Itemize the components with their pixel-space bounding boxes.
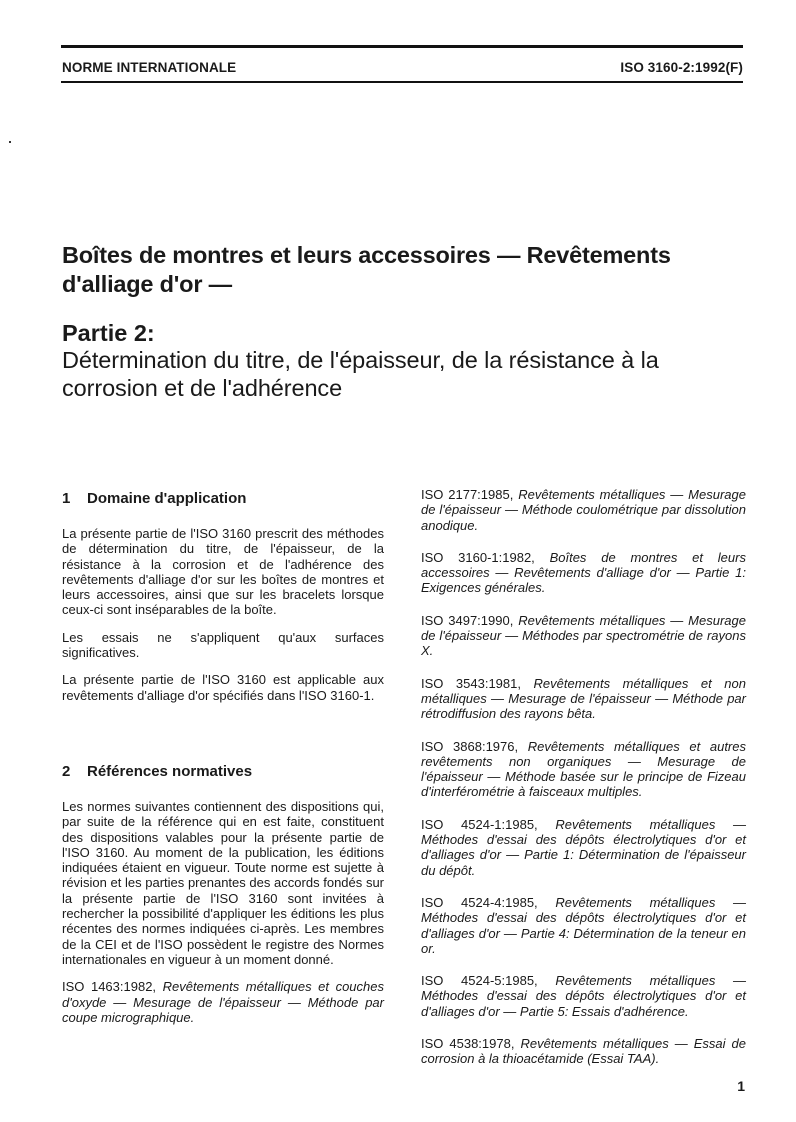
paragraph: La présente partie de l'ISO 3160 est applicable aux revêtements d'alliage d'or spécifiés dans l'ISO 3160-1. [62, 672, 384, 703]
paragraph: Les normes suivantes contiennent des dispositions qui, par suite de la référence qui en est faite, constituent des dispositions valables pour la présente partie de l'ISO 3160. Au moment de la publication, les éditions indiquées étaient en vigueur. Toute norme est sujette à révision et les parties prenantes des accords fondés sur la présente partie de l'ISO 3160 sont invitées à rechercher la possibilité d'appliquer les éditions les plus récentes des normes indiquées ci-après. Les membres de la CEI et de l'ISO possèdent le registre des Normes internationales en vigueur à un moment donné. [62, 798, 384, 967]
reference-title: Boîtes de montres et leurs accessoires — Revêtements d'alliage d'or — Partie 1: Exigences générales. [421, 549, 746, 596]
reference-code: ISO 3497:1990, [421, 612, 514, 628]
reference-title: Revêtements métalliques — Méthodes d'essai des dépôts électrolytiques d'or et d'alliages d'or — Partie 5: Essais d'adhérence. [421, 973, 746, 1019]
reference-entry [421, 1036, 746, 1067]
reference-entry [421, 973, 746, 1019]
reference-title: Revêtements métalliques — Mesurage de l'épaisseur — Méthode coulométrique par dissolution anodique. [421, 487, 746, 533]
paragraph: La présente partie de l'ISO 3160 prescrit des méthodes de détermination du titre, de l'épaisseur, de la résistance à la corrosion et de l'adhérence des revêtements d'alliage d'or sur les boîtes de montres et leurs accessoires, ainsi que sur les bracelets lorsque ceux-ci sont inséparables de la boîte. [62, 526, 384, 618]
reference-entry [62, 979, 384, 1025]
section-number: 1 [62, 490, 71, 507]
reference-code: ISO 4524-5:1985, [421, 973, 538, 989]
paragraph: Les essais ne s'appliquent qu'aux surfaces significatives. [62, 629, 384, 661]
left-column [62, 489, 384, 1037]
reference-title: Revêtements métalliques — Essai de corrosion à la thioacétamide (Essai TAA). [421, 1036, 746, 1067]
reference-code: ISO 3868:1976, [421, 738, 519, 754]
right-column [421, 487, 746, 1084]
reference-title: Revêtements métalliques — Mesurage de l'épaisseur — Méthodes par spectrométrie de rayons X. [421, 612, 746, 659]
reference-code: ISO 4524-4:1985, [421, 894, 538, 910]
reference-entry [421, 676, 746, 722]
reference-entry [421, 739, 746, 800]
reference-code: ISO 3160-1:1982, [421, 549, 535, 565]
reference-code: ISO 4524-1:1985, [421, 816, 538, 832]
margin-mark [9, 141, 11, 143]
part-label: Partie 2: [62, 320, 155, 346]
header-rule [61, 81, 743, 83]
header-standard-number: ISO 3160-2:1992(F) [620, 60, 743, 75]
reference-entry [421, 487, 746, 533]
section-title: Références normatives [87, 762, 253, 780]
reference-title: Revêtements métalliques — Méthodes d'essai des dépôts électrolytiques d'or et d'alliages d'or — Partie 1: Détermination de l'épaisseur du dépôt. [421, 816, 746, 878]
page-number: 1 [737, 1078, 745, 1094]
reference-entry [421, 550, 746, 596]
top-rule [61, 45, 743, 48]
section-title: Domaine d'application [87, 490, 247, 507]
reference-code: ISO 3543:1981, [421, 675, 521, 691]
reference-code: ISO 2177:1985, [421, 487, 514, 502]
reference-title: Revêtements métalliques — Méthodes d'essai des dépôts électrolytiques d'or et d'alliages d'or — Partie 4: Détermination de la teneur en or. [421, 894, 746, 956]
header-standard-type: NORME INTERNATIONALE [62, 60, 237, 75]
reference-title: Revêtements métalliques et non métalliques — Mesurage de l'épaisseur — Méthode par rétrodiffusion des rayons bêta. [421, 675, 746, 722]
part-subtitle: Détermination du titre, de l'épaisseur, de la résistance à la corrosion et de l'adhérence [62, 347, 659, 401]
section-number: 2 [62, 762, 71, 780]
section-heading-scope [62, 489, 384, 509]
reference-code: ISO 1463:1982, [62, 979, 157, 995]
reference-title: Revêtements métalliques et autres revêtements non organiques — Mesurage de l'épaisseur — Méthode basée sur le principe de Fizeau d'interférométrie à faisceaux multiples. [421, 738, 746, 800]
reference-entry [421, 817, 746, 878]
reference-code: ISO 4538:1978, [421, 1036, 515, 1052]
reference-entry [421, 895, 746, 956]
section-heading-references [62, 762, 384, 782]
document-title: Boîtes de montres et leurs accessoires — Revêtements d'alliage d'or — [62, 242, 671, 297]
reference-entry [421, 613, 746, 659]
reference-title: Revêtements métalliques et couches d'oxyde — Mesurage de l'épaisseur — Méthode par coupe micrographique. [62, 979, 384, 1025]
